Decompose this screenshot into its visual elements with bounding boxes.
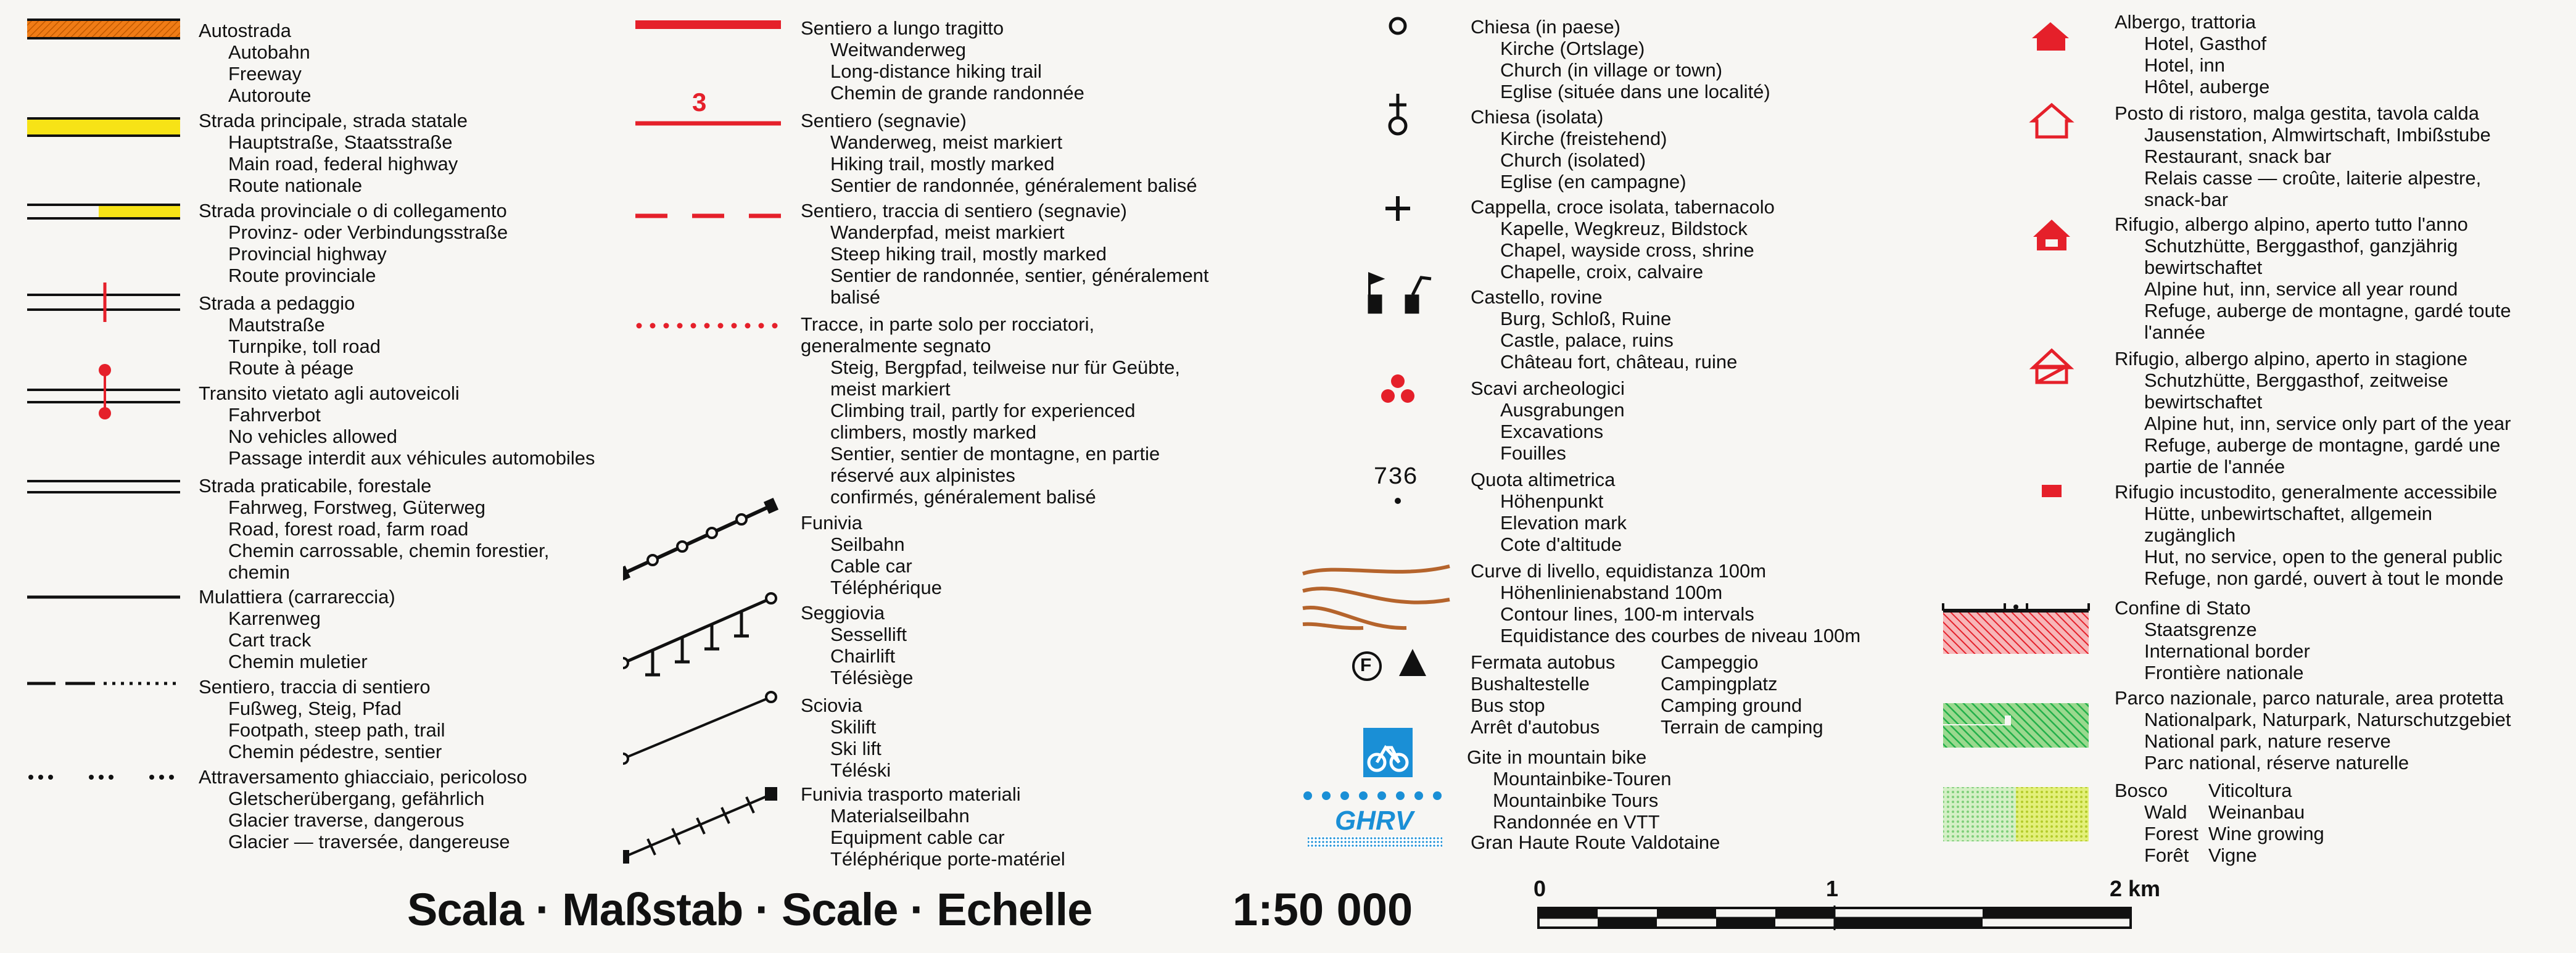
legend-refuge-seasonal [2115, 348, 2511, 477]
legend-line: Cart track [228, 629, 312, 651]
motorway-symbol [27, 20, 180, 38]
col3-symbols [1295, 0, 1456, 864]
border-symbol [1943, 603, 2089, 654]
legend-line: Route nationale [228, 175, 363, 196]
legend-line: Eglise (située dans une localité) [1500, 81, 1770, 102]
legend-title: Transito vietato agli autoveicoli [199, 382, 460, 404]
legend-line: Chapel, wayside cross, shrine [1500, 239, 1754, 261]
legend-ghrv [1471, 831, 1720, 853]
legend-material-cable [801, 783, 1065, 870]
ski-lift-symbol [623, 692, 776, 764]
legend-line: Skilift [830, 716, 877, 738]
scale-ratio: 1:50 000 [1232, 884, 1413, 935]
legend-church-village [1471, 16, 1770, 102]
legend-mule-track [199, 586, 395, 672]
legend-line: Refuge, non gardé, ouvert à tout le monde [2144, 567, 2504, 589]
legend-line: Arrêt d'autobus [1471, 716, 1600, 738]
legend-line: Höhenpunkt [1500, 490, 1604, 512]
legend-line: balisé [830, 286, 880, 308]
legend-line: Refuge, auberge de montagne, gardé une [2144, 434, 2501, 456]
legend-castle [1471, 286, 1737, 373]
legend-line: Sentier de randonnée, sentier, généralement [830, 265, 1209, 286]
refuge-all-year-icon [2033, 220, 2070, 250]
legend-title: Sentiero (segnavie) [801, 110, 967, 131]
legend-line: Autobahn [228, 41, 310, 63]
legend-line: Kirche (freistehend) [1500, 128, 1667, 149]
provincial-road-symbol [27, 205, 180, 218]
forest-symbol [1943, 787, 2016, 841]
legend-line: Climbing trail, partly for experienced [830, 400, 1136, 421]
legend-line: Excavations [1500, 421, 1604, 442]
legend-line: Footpath, steep path, trail [228, 719, 445, 741]
legend-long-distance-trail [801, 17, 1084, 104]
legend-line: Forest [2144, 823, 2198, 844]
scale-label-2km: 2 km [2110, 876, 2161, 901]
legend-church-isolated [1471, 106, 1686, 192]
legend-line: meist markiert [830, 378, 951, 400]
legend-line: Hôtel, auberge [2144, 76, 2270, 97]
legend-line: Campingplatz [1661, 673, 1778, 695]
legend-line: Chemin muletier [228, 651, 368, 672]
legend-title: Albergo, trattoria [2115, 11, 2256, 33]
legend-line: Bushaltestelle [1471, 673, 1590, 695]
ghrv-dots [1303, 791, 1442, 800]
legend-title: Quota altimetrica [1471, 469, 1616, 490]
climbing-trail-symbol [637, 323, 778, 329]
legend-line: Chapelle, croix, calvaire [1500, 261, 1704, 283]
legend-chapel [1471, 196, 1775, 283]
legend-line: Hauptstraße, Staatsstraße [228, 131, 453, 153]
legend-line: Chairlift [830, 645, 896, 667]
castle-ruin-icon [1368, 274, 1431, 313]
legend-line: Fouilles [1500, 442, 1566, 464]
legend-contour [1471, 560, 1860, 646]
legend-line: Schutzhütte, Berggasthof, ganzjährig [2144, 235, 2458, 257]
legend-title: Castello, rovine [1471, 286, 1603, 308]
legend-title: Rifugio, albergo alpino, aperto in stagione [2115, 348, 2468, 369]
legend-line: Provinz- oder Verbindungsstraße [228, 221, 508, 243]
legend-title: Sentiero, traccia di sentiero [199, 676, 431, 698]
legend-title: Attraversamento ghiacciaio, pericoloso [199, 766, 527, 788]
legend-line: Wanderpfad, meist markiert [830, 221, 1065, 243]
legend-line: bewirtschaftet [2144, 391, 2263, 413]
legend-line: Hut, no service, open to the general public [2144, 546, 2503, 567]
legend-unattended-hut [2115, 481, 2504, 589]
chapel-cross-icon [1385, 196, 1410, 221]
legend-title: Tracce, in parte solo per rocciatori, [801, 313, 1095, 335]
scale-bar [1536, 901, 2140, 938]
legend-line: Téléphérique [830, 577, 942, 598]
legend-forest [2115, 780, 2198, 866]
legend-line: Weitwanderweg [830, 39, 966, 60]
col1-symbols [19, 12, 204, 876]
legend-archaeological [1471, 377, 1625, 464]
legend-title: Confine di Stato [2115, 597, 2251, 619]
legend-provincial-road [199, 200, 508, 286]
main-road-symbol [27, 118, 180, 136]
legend-line: Kapelle, Wegkreuz, Bildstock [1500, 218, 1748, 239]
legend-main-road [199, 110, 468, 196]
legend-chairlift [801, 602, 913, 688]
legend-line: Road, forest road, farm road [228, 518, 469, 540]
mountain-bike-icon [1363, 728, 1413, 777]
legend-line: Elevation mark [1500, 512, 1627, 534]
legend-ski-lift [801, 695, 891, 781]
legend-line: Téléphérique porte-matériel [830, 848, 1065, 870]
scale-title: Scala · Maßstab · Scale · Echelle [407, 884, 1092, 935]
restaurant-icon [2033, 105, 2070, 137]
legend-line: Alpine hut, inn, service all year round [2144, 278, 2458, 300]
legend-line: Long-distance hiking trail [830, 60, 1042, 82]
legend-line: Sentier de randonnée, généralement balisé [830, 175, 1197, 196]
legend-line: Burg, Schloß, Ruine [1500, 308, 1672, 329]
legend-title: Strada principale, strada statale [199, 110, 468, 131]
legend-line: Turnpike, toll road [228, 336, 381, 357]
legend-camping [1661, 651, 1823, 738]
legend-line: Höhenlinienabstand 100m [1500, 582, 1723, 603]
legend-line: Route à péage [228, 357, 354, 379]
legend-title: Sentiero, traccia di sentiero (segnavie) [801, 200, 1127, 221]
legend-line: Gletscherübergang, gefährlich [228, 788, 485, 809]
legend-line: chemin [228, 561, 290, 583]
trail-number-mark: 3 [692, 88, 707, 117]
legend-title: Rifugio, albergo alpino, aperto tutto l'anno [2115, 213, 2468, 235]
hotel-icon [2032, 22, 2069, 51]
legend-title-2: generalmente segnato [801, 335, 991, 357]
legend-line: réservé aux alpinistes [830, 464, 1015, 486]
legend-title: Autostrada [199, 20, 291, 41]
legend-line: Hütte, unbewirtschaftet, allgemein [2144, 503, 2432, 524]
legend-line: Refuge, auberge de montagne, gardé toute [2144, 300, 2511, 321]
legend-line: Hotel, Gasthof [2144, 33, 2267, 54]
legend-line: Fußweg, Steig, Pfad [228, 698, 402, 719]
legend-line: Route provinciale [228, 265, 376, 286]
legend-line: Glacier — traversée, dangereuse [228, 831, 510, 852]
legend-bus-stop [1471, 651, 1615, 738]
legend-line: Parc national, réserve naturelle [2144, 752, 2409, 774]
legend-title: Strada provinciale o di collegamento [199, 200, 507, 221]
legend-line: Télésiège [830, 667, 914, 688]
legend-line: Kirche (Ortslage) [1500, 38, 1645, 59]
legend-forest-road [199, 475, 549, 583]
legend-line: Jausenstation, Almwirtschaft, Imbißstube [2144, 124, 2491, 146]
scale-label-1: 1 [1826, 876, 1839, 901]
legend-line: Frontière nationale [2144, 662, 2304, 683]
cable-car-symbol [623, 498, 778, 582]
legend-line: zugänglich [2144, 524, 2236, 546]
legend-title: Sentiero a lungo tragitto [801, 17, 1004, 39]
legend-line: Ski lift [830, 738, 881, 759]
legend-line: Mountainbike Tours [1493, 790, 1659, 811]
legend-title: Scavi archeologici [1471, 377, 1625, 399]
legend-line: Fahrweg, Forstweg, Güterweg [228, 497, 485, 518]
legend-line: Restaurant, snack bar [2144, 146, 2332, 167]
contour-lines-symbol [1303, 566, 1450, 628]
legend-motorway [199, 20, 311, 106]
legend-line: Hiking trail, mostly marked [830, 153, 1055, 175]
legend-title: Funivia trasporto materiali [801, 783, 1021, 805]
legend-line: Bus stop [1471, 695, 1545, 716]
legend-line: Weinanbau [2208, 801, 2305, 823]
legend-line: Mountainbike-Touren [1493, 768, 1672, 790]
legend-line: Terrain de camping [1661, 716, 1823, 738]
legend-line: Contour lines, 100-m intervals [1500, 603, 1754, 625]
col2-symbols [623, 12, 808, 876]
legend-title: Seggiovia [801, 602, 885, 624]
legend-title: Rifugio incustodito, generalmente accessibile [2115, 481, 2498, 503]
legend-line: Camping ground [1661, 695, 1802, 716]
legend-line: Relais casse — croûte, laiterie alpestre, [2144, 167, 2482, 189]
legend-line: Staatsgrenze [2144, 619, 2257, 640]
church-isolated-icon [1389, 94, 1406, 134]
legend-line: Cote d'altitude [1500, 534, 1622, 555]
legend-no-vehicles [199, 382, 595, 469]
legend-line: Glacier traverse, dangerous [228, 809, 464, 831]
legend-title: Parco nazionale, parco naturale, area protetta [2115, 687, 2504, 709]
legend-title: Cappella, croce isolata, tabernacolo [1471, 196, 1775, 218]
legend-line: Alpine hut, inn, service only part of the year [2144, 413, 2511, 434]
legend-line: Nationalpark, Naturpark, Naturschutzgebiet [2144, 709, 2511, 730]
legend-line: Sessellift [830, 624, 907, 645]
legend-title: Campeggio [1661, 651, 1759, 673]
legend-line: Téléski [830, 759, 891, 781]
legend-title: Chiesa (in paese) [1471, 16, 1620, 38]
legend-hotel [2115, 11, 2269, 97]
legend-line: Mautstraße [228, 314, 325, 336]
legend-vineyard [2208, 780, 2324, 866]
legend-line: Church (in village or town) [1500, 59, 1723, 81]
legend-line: Equidistance des courbes de niveau 100m [1500, 625, 1861, 646]
legend-line: Freeway [228, 63, 302, 85]
chairlift-symbol [623, 593, 776, 675]
legend-line: International border [2144, 640, 2310, 662]
archaeological-icon [1381, 374, 1414, 403]
legend-line: Hotel, inn [2144, 54, 2225, 76]
legend-mountain-bike [1467, 746, 1672, 833]
legend-restaurant [2115, 102, 2491, 210]
material-cable-symbol [623, 788, 776, 862]
legend-line: Eglise (en campagne) [1500, 171, 1686, 192]
legend-line: Wanderweg, meist markiert [830, 131, 1063, 153]
legend-title: Gran Haute Route Valdotaine [1471, 831, 1720, 853]
legend-footpath [199, 676, 445, 762]
legend-line: Fahrverbot [228, 404, 321, 426]
forest-road-symbol [27, 481, 180, 492]
legend-line: Seilbahn [830, 534, 905, 555]
legend-line: Forêt [2144, 844, 2189, 866]
legend-toll-road [199, 292, 381, 379]
legend-line: Equipment cable car [830, 827, 1005, 848]
refuge-seasonal-icon [2033, 350, 2070, 382]
legend-line: l'année [2144, 321, 2206, 343]
scale-label-0: 0 [1534, 876, 1546, 901]
bus-stop-letter: F [1360, 655, 1372, 675]
legend-line: Ausgrabungen [1500, 399, 1625, 421]
legend-title: Curve di livello, equidistanza 100m [1471, 560, 1767, 582]
legend-line: No vehicles allowed [228, 426, 397, 447]
legend-line: Schutzhütte, Berggasthof, zeitweise [2144, 369, 2448, 391]
legend-line: Church (isolated) [1500, 149, 1646, 171]
legend-line: snack-bar [2144, 189, 2229, 210]
legend-line: Wine growing [2208, 823, 2324, 844]
unattended-hut-icon [2042, 485, 2062, 497]
legend-line: National park, nature reserve [2144, 730, 2391, 752]
legend-title: Strada a pedaggio [199, 292, 355, 314]
legend-line: Provincial highway [228, 243, 387, 265]
legend-line: Steig, Bergpfad, teilweise nur für Geübte, [830, 357, 1180, 378]
legend-line: Chemin pédestre, sentier [228, 741, 442, 762]
legend-line: Château fort, château, ruine [1500, 351, 1738, 373]
legend-line: Vigne [2208, 844, 2257, 866]
legend-line: Castle, palace, ruins [1500, 329, 1674, 351]
legend-title: Bosco [2115, 780, 2168, 801]
legend-refuge-all-year [2115, 213, 2511, 343]
elevation-mark: 736 [1373, 464, 1418, 492]
legend-national-park [2115, 687, 2511, 774]
legend-line: Steep hiking trail, mostly marked [830, 243, 1107, 265]
legend-title: Strada praticabile, forestale [199, 475, 432, 497]
legend-line: confirmés, généralement balisé [830, 486, 1096, 508]
church-village-icon [1390, 19, 1405, 33]
legend-line: Materialseilbahn [830, 805, 970, 827]
legend-line: Sentier, sentier de montagne, en partie [830, 443, 1160, 464]
legend-title: Chiesa (isolata) [1471, 106, 1604, 128]
col4-symbols [1931, 0, 2103, 864]
legend-title: Posto di ristoro, malga gestita, tavola calda [2115, 102, 2480, 124]
legend-line: bewirtschaftet [2144, 257, 2263, 278]
legend-elevation [1471, 469, 1627, 555]
legend-title: Funivia [801, 512, 862, 534]
legend-border [2115, 597, 2310, 683]
vineyard-symbol [2016, 787, 2089, 841]
toll-road-symbol [27, 283, 180, 322]
legend-hiking-trail [801, 110, 1197, 196]
camping-icon [1399, 649, 1426, 676]
legend-line: climbers, mostly marked [830, 421, 1037, 443]
legend-line: Main road, federal highway [228, 153, 458, 175]
legend-line: partie de l'année [2144, 456, 2285, 477]
legend-title: Sciovia [801, 695, 862, 716]
legend-line: Chemin de grande randonnée [830, 82, 1084, 104]
legend-line: Karrenweg [228, 608, 321, 629]
legend-title: Fermata autobus [1471, 651, 1616, 673]
legend-title: Mulattiera (carrareccia) [199, 586, 395, 608]
glacier-traverse-symbol [28, 775, 174, 780]
legend-title: Viticoltura [2208, 780, 2292, 801]
ghrv-band [1308, 836, 1442, 848]
elevation-dot [1395, 498, 1401, 504]
legend-title: Gite in mountain bike [1467, 746, 1647, 768]
legend-line: Cable car [830, 555, 912, 577]
legend-line: Randonnée en VTT [1493, 811, 1660, 833]
legend-line: Autoroute [228, 85, 312, 106]
legend-line: Chemin carrossable, chemin forestier, [228, 540, 550, 561]
legend-steep-trail [801, 200, 1209, 308]
legend-line: Passage interdit aux véhicules automobiles [228, 447, 595, 469]
legend-cable-car [801, 512, 942, 598]
legend-glacier [199, 766, 527, 852]
legend-line: Wald [2144, 801, 2187, 823]
legend-climbing-trail [801, 313, 1180, 508]
no-vehicles-symbol [27, 364, 180, 419]
ghrv-logo: GHRV [1335, 806, 1414, 836]
